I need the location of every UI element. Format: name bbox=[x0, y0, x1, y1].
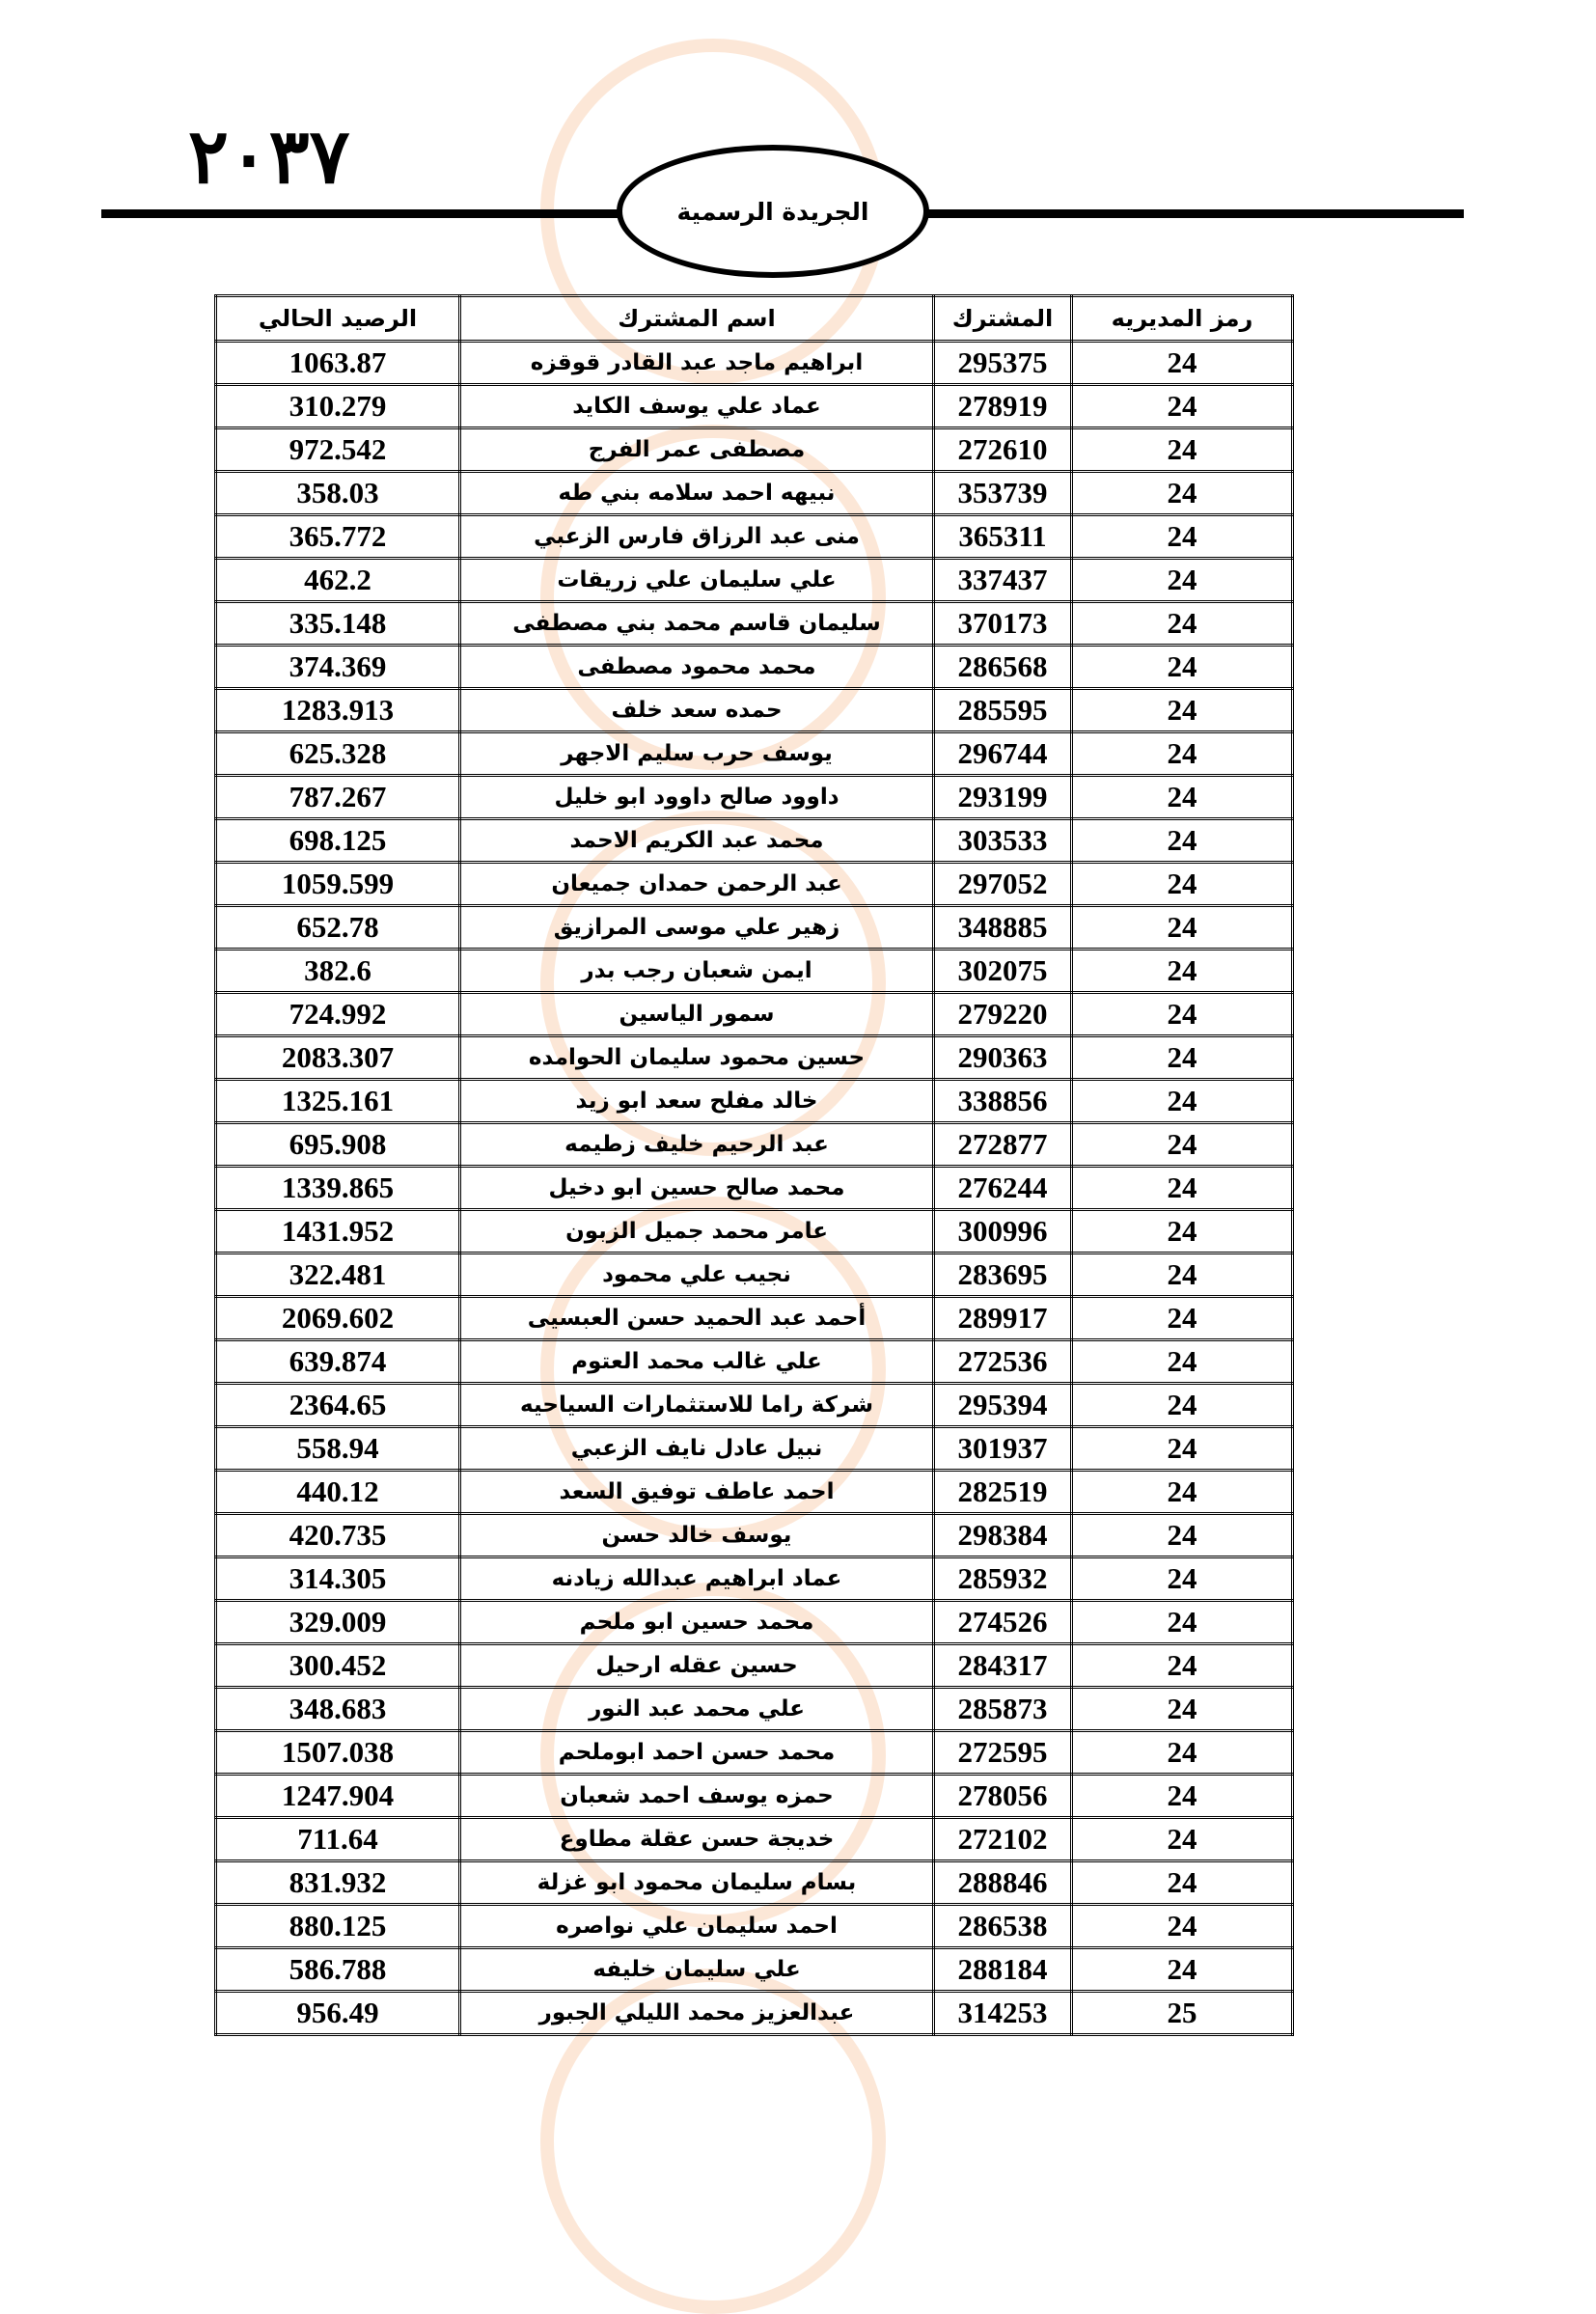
cell-directorate-code: 24 bbox=[1072, 1297, 1293, 1340]
table-row bbox=[216, 1644, 1293, 1688]
cell-directorate-code: 24 bbox=[1072, 1688, 1293, 1731]
table-row bbox=[216, 1297, 1293, 1340]
cell-directorate-code: 24 bbox=[1072, 1948, 1293, 1992]
cell-directorate-code: 24 bbox=[1072, 1253, 1293, 1297]
cell-directorate-code: 24 bbox=[1072, 646, 1293, 689]
table-row bbox=[216, 1948, 1293, 1992]
cell-subscriber-id: 300996 bbox=[934, 1210, 1072, 1253]
cell-subscriber-id: 301937 bbox=[934, 1427, 1072, 1471]
cell-subscriber-name: عبدالعزيز محمد الليلي الجبور bbox=[460, 1992, 934, 2035]
table-row bbox=[216, 1905, 1293, 1948]
cell-directorate-code: 24 bbox=[1072, 342, 1293, 385]
cell-current-balance: 382.6 bbox=[216, 950, 460, 993]
cell-subscriber-id: 274526 bbox=[934, 1601, 1072, 1644]
table-row bbox=[216, 1731, 1293, 1775]
cell-directorate-code: 24 bbox=[1072, 1471, 1293, 1514]
table-row bbox=[216, 1601, 1293, 1644]
table-row bbox=[216, 1253, 1293, 1297]
cell-subscriber-id: 285873 bbox=[934, 1688, 1072, 1731]
cell-subscriber-name: شركة راما للاستثمارات السياحيه bbox=[460, 1384, 934, 1427]
table-header-row bbox=[216, 296, 1293, 342]
cell-directorate-code: 24 bbox=[1072, 602, 1293, 646]
cell-directorate-code: 24 bbox=[1072, 1557, 1293, 1601]
cell-subscriber-id: 348885 bbox=[934, 906, 1072, 950]
cell-subscriber-name: سليمان قاسم محمد بني مصطفى bbox=[460, 602, 934, 646]
cell-directorate-code: 24 bbox=[1072, 1601, 1293, 1644]
table-row bbox=[216, 1036, 1293, 1080]
table-row bbox=[216, 1340, 1293, 1384]
cell-subscriber-name: محمد صالح حسين ابو دخيل bbox=[460, 1167, 934, 1210]
cell-current-balance: 300.452 bbox=[216, 1644, 460, 1688]
cell-directorate-code: 24 bbox=[1072, 472, 1293, 515]
cell-subscriber-name: خالد مفلح سعد ابو زيد bbox=[460, 1080, 934, 1123]
cell-current-balance: 365.772 bbox=[216, 515, 460, 559]
cell-current-balance: 724.992 bbox=[216, 993, 460, 1036]
table-row bbox=[216, 906, 1293, 950]
cell-directorate-code: 24 bbox=[1072, 1340, 1293, 1384]
cell-subscriber-name: ابراهيم ماجد عبد القادر قوقزه bbox=[460, 342, 934, 385]
table-row bbox=[216, 602, 1293, 646]
cell-subscriber-id: 282519 bbox=[934, 1471, 1072, 1514]
cell-directorate-code: 24 bbox=[1072, 1036, 1293, 1080]
cell-subscriber-id: 296744 bbox=[934, 732, 1072, 776]
cell-subscriber-name: خديجة حسن عقلة مطاوع bbox=[460, 1818, 934, 1861]
cell-subscriber-name: عماد علي يوسف الكايد bbox=[460, 385, 934, 428]
cell-directorate-code: 24 bbox=[1072, 559, 1293, 602]
cell-subscriber-id: 337437 bbox=[934, 559, 1072, 602]
cell-current-balance: 420.735 bbox=[216, 1514, 460, 1557]
cell-subscriber-id: 285932 bbox=[934, 1557, 1072, 1601]
cell-directorate-code: 24 bbox=[1072, 1905, 1293, 1948]
cell-directorate-code: 24 bbox=[1072, 993, 1293, 1036]
table-row bbox=[216, 1080, 1293, 1123]
col-directorate-code: رمز المديريه bbox=[1072, 296, 1293, 342]
table-row bbox=[216, 385, 1293, 428]
cell-current-balance: 374.369 bbox=[216, 646, 460, 689]
cell-directorate-code: 24 bbox=[1072, 1514, 1293, 1557]
cell-directorate-code: 24 bbox=[1072, 1644, 1293, 1688]
cell-directorate-code: 24 bbox=[1072, 515, 1293, 559]
cell-subscriber-name: داوود صالح داوود ابو خليل bbox=[460, 776, 934, 819]
cell-current-balance: 558.94 bbox=[216, 1427, 460, 1471]
table-row bbox=[216, 1123, 1293, 1167]
cell-current-balance: 348.683 bbox=[216, 1688, 460, 1731]
cell-subscriber-id: 295375 bbox=[934, 342, 1072, 385]
cell-subscriber-id: 297052 bbox=[934, 863, 1072, 906]
table-row bbox=[216, 559, 1293, 602]
table-row bbox=[216, 1514, 1293, 1557]
page-number: ٢٠٣٧ bbox=[188, 115, 350, 199]
cell-subscriber-id: 288846 bbox=[934, 1861, 1072, 1905]
cell-current-balance: 1283.913 bbox=[216, 689, 460, 732]
cell-current-balance: 2069.602 bbox=[216, 1297, 460, 1340]
cell-current-balance: 1325.161 bbox=[216, 1080, 460, 1123]
cell-current-balance: 787.267 bbox=[216, 776, 460, 819]
table-row bbox=[216, 993, 1293, 1036]
cell-subscriber-name: حمزه يوسف احمد شعبان bbox=[460, 1775, 934, 1818]
cell-subscriber-name: احمد سليمان علي نواصره bbox=[460, 1905, 934, 1948]
table-row bbox=[216, 950, 1293, 993]
gazette-seal bbox=[617, 145, 929, 278]
cell-subscriber-id: 314253 bbox=[934, 1992, 1072, 2035]
cell-subscriber-name: علي سليمان علي زريقات bbox=[460, 559, 934, 602]
cell-directorate-code: 24 bbox=[1072, 950, 1293, 993]
cell-subscriber-name: نبيهه احمد سلامه بني طه bbox=[460, 472, 934, 515]
cell-directorate-code: 24 bbox=[1072, 776, 1293, 819]
cell-subscriber-name: حسين عقله ارحيل bbox=[460, 1644, 934, 1688]
cell-current-balance: 314.305 bbox=[216, 1557, 460, 1601]
cell-current-balance: 586.788 bbox=[216, 1948, 460, 1992]
cell-directorate-code: 24 bbox=[1072, 732, 1293, 776]
cell-subscriber-id: 290363 bbox=[934, 1036, 1072, 1080]
cell-current-balance: 1431.952 bbox=[216, 1210, 460, 1253]
cell-current-balance: 972.542 bbox=[216, 428, 460, 472]
table-row bbox=[216, 1818, 1293, 1861]
cell-subscriber-id: 298384 bbox=[934, 1514, 1072, 1557]
cell-subscriber-name: ايمن شعبان رجب بدر bbox=[460, 950, 934, 993]
table-row bbox=[216, 1557, 1293, 1601]
cell-directorate-code: 24 bbox=[1072, 1818, 1293, 1861]
cell-directorate-code: 24 bbox=[1072, 1080, 1293, 1123]
table-row bbox=[216, 1775, 1293, 1818]
cell-current-balance: 695.908 bbox=[216, 1123, 460, 1167]
cell-subscriber-id: 272536 bbox=[934, 1340, 1072, 1384]
cell-subscriber-id: 338856 bbox=[934, 1080, 1072, 1123]
cell-subscriber-name: نبيل عادل نايف الزعبي bbox=[460, 1427, 934, 1471]
cell-subscriber-name: علي محمد عبد النور bbox=[460, 1688, 934, 1731]
cell-current-balance: 711.64 bbox=[216, 1818, 460, 1861]
cell-subscriber-id: 279220 bbox=[934, 993, 1072, 1036]
cell-current-balance: 956.49 bbox=[216, 1992, 460, 2035]
cell-directorate-code: 24 bbox=[1072, 1123, 1293, 1167]
cell-subscriber-name: علي سليمان خليفه bbox=[460, 1948, 934, 1992]
cell-subscriber-id: 295394 bbox=[934, 1384, 1072, 1427]
cell-directorate-code: 24 bbox=[1072, 906, 1293, 950]
cell-current-balance: 358.03 bbox=[216, 472, 460, 515]
cell-subscriber-id: 286538 bbox=[934, 1905, 1072, 1948]
col-subscriber: المشترك bbox=[934, 296, 1072, 342]
subscribers-table bbox=[214, 294, 1294, 2036]
table-row bbox=[216, 819, 1293, 863]
cell-directorate-code: 24 bbox=[1072, 1427, 1293, 1471]
cell-directorate-code: 24 bbox=[1072, 1861, 1293, 1905]
cell-current-balance: 1059.599 bbox=[216, 863, 460, 906]
cell-subscriber-name: أحمد عبد الحميد حسن العبسيى bbox=[460, 1297, 934, 1340]
cell-current-balance: 1507.038 bbox=[216, 1731, 460, 1775]
cell-current-balance: 831.932 bbox=[216, 1861, 460, 1905]
cell-subscriber-name: محمد محمود مصطفى bbox=[460, 646, 934, 689]
cell-current-balance: 1339.865 bbox=[216, 1167, 460, 1210]
cell-subscriber-id: 365311 bbox=[934, 515, 1072, 559]
cell-directorate-code: 24 bbox=[1072, 1775, 1293, 1818]
cell-current-balance: 322.481 bbox=[216, 1253, 460, 1297]
table-row bbox=[216, 689, 1293, 732]
table-row bbox=[216, 472, 1293, 515]
cell-subscriber-name: يوسف خالد حسن bbox=[460, 1514, 934, 1557]
table-row bbox=[216, 428, 1293, 472]
cell-directorate-code: 24 bbox=[1072, 428, 1293, 472]
cell-directorate-code: 24 bbox=[1072, 1384, 1293, 1427]
cell-subscriber-id: 293199 bbox=[934, 776, 1072, 819]
cell-subscriber-name: بسام سليمان محمود ابو غزلة bbox=[460, 1861, 934, 1905]
cell-subscriber-id: 286568 bbox=[934, 646, 1072, 689]
table-row bbox=[216, 776, 1293, 819]
cell-subscriber-name: حمده سعد خلف bbox=[460, 689, 934, 732]
cell-current-balance: 639.874 bbox=[216, 1340, 460, 1384]
cell-subscriber-id: 278056 bbox=[934, 1775, 1072, 1818]
cell-subscriber-id: 272610 bbox=[934, 428, 1072, 472]
cell-directorate-code: 24 bbox=[1072, 385, 1293, 428]
cell-subscriber-id: 272595 bbox=[934, 1731, 1072, 1775]
cell-subscriber-id: 370173 bbox=[934, 602, 1072, 646]
cell-subscriber-name: سمور الياسين bbox=[460, 993, 934, 1036]
cell-subscriber-id: 272877 bbox=[934, 1123, 1072, 1167]
cell-subscriber-id: 353739 bbox=[934, 472, 1072, 515]
cell-subscriber-id: 278919 bbox=[934, 385, 1072, 428]
cell-subscriber-name: عماد ابراهيم عبدالله زيادنه bbox=[460, 1557, 934, 1601]
cell-current-balance: 1063.87 bbox=[216, 342, 460, 385]
cell-subscriber-id: 276244 bbox=[934, 1167, 1072, 1210]
cell-subscriber-id: 284317 bbox=[934, 1644, 1072, 1688]
cell-current-balance: 329.009 bbox=[216, 1601, 460, 1644]
cell-subscriber-name: زهير علي موسى المرازيق bbox=[460, 906, 934, 950]
cell-subscriber-id: 302075 bbox=[934, 950, 1072, 993]
cell-current-balance: 310.279 bbox=[216, 385, 460, 428]
cell-subscriber-name: نجيب علي محمود bbox=[460, 1253, 934, 1297]
table-row bbox=[216, 1427, 1293, 1471]
cell-subscriber-name: يوسف حرب سليم الاجهر bbox=[460, 732, 934, 776]
cell-subscriber-name: علي غالب محمد العتوم bbox=[460, 1340, 934, 1384]
cell-subscriber-id: 303533 bbox=[934, 819, 1072, 863]
cell-directorate-code: 24 bbox=[1072, 1167, 1293, 1210]
table-row bbox=[216, 515, 1293, 559]
cell-subscriber-id: 289917 bbox=[934, 1297, 1072, 1340]
table-row bbox=[216, 1167, 1293, 1210]
cell-current-balance: 880.125 bbox=[216, 1905, 460, 1948]
cell-subscriber-name: عبد الرحمن حمدان جميعان bbox=[460, 863, 934, 906]
cell-current-balance: 335.148 bbox=[216, 602, 460, 646]
cell-current-balance: 2083.307 bbox=[216, 1036, 460, 1080]
table-row bbox=[216, 342, 1293, 385]
table-row bbox=[216, 863, 1293, 906]
table-row bbox=[216, 1861, 1293, 1905]
cell-directorate-code: 24 bbox=[1072, 1210, 1293, 1253]
cell-subscriber-id: 285595 bbox=[934, 689, 1072, 732]
cell-subscriber-name: عامر محمد جميل الزبون bbox=[460, 1210, 934, 1253]
table-row bbox=[216, 646, 1293, 689]
table-row bbox=[216, 1384, 1293, 1427]
cell-current-balance: 652.78 bbox=[216, 906, 460, 950]
col-subscriber-name: اسم المشترك bbox=[460, 296, 934, 342]
cell-subscriber-name: عبد الرحيم خليف زطيمه bbox=[460, 1123, 934, 1167]
cell-subscriber-name: محمد حسن احمد ابوملحم bbox=[460, 1731, 934, 1775]
table-row bbox=[216, 1210, 1293, 1253]
cell-current-balance: 2364.65 bbox=[216, 1384, 460, 1427]
cell-current-balance: 462.2 bbox=[216, 559, 460, 602]
cell-directorate-code: 24 bbox=[1072, 863, 1293, 906]
cell-subscriber-name: مصطفى عمر الفرج bbox=[460, 428, 934, 472]
cell-subscriber-name: محمد عبد الكريم الاحمد bbox=[460, 819, 934, 863]
table-row bbox=[216, 1992, 1293, 2035]
cell-current-balance: 440.12 bbox=[216, 1471, 460, 1514]
cell-subscriber-name: احمد عاطف توفيق السعد bbox=[460, 1471, 934, 1514]
cell-subscriber-id: 272102 bbox=[934, 1818, 1072, 1861]
cell-directorate-code: 24 bbox=[1072, 819, 1293, 863]
cell-directorate-code: 24 bbox=[1072, 689, 1293, 732]
cell-directorate-code: 25 bbox=[1072, 1992, 1293, 2035]
table-row bbox=[216, 732, 1293, 776]
gazette-title: الجريدة الرسمية bbox=[676, 197, 869, 226]
cell-subscriber-id: 283695 bbox=[934, 1253, 1072, 1297]
table-row bbox=[216, 1688, 1293, 1731]
cell-current-balance: 625.328 bbox=[216, 732, 460, 776]
cell-subscriber-name: محمد حسين ابو ملحم bbox=[460, 1601, 934, 1644]
cell-current-balance: 698.125 bbox=[216, 819, 460, 863]
col-current-balance: الرصيد الحالي bbox=[216, 296, 460, 342]
table-row bbox=[216, 1471, 1293, 1514]
cell-subscriber-id: 288184 bbox=[934, 1948, 1072, 1992]
cell-directorate-code: 24 bbox=[1072, 1731, 1293, 1775]
cell-current-balance: 1247.904 bbox=[216, 1775, 460, 1818]
cell-subscriber-name: حسين محمود سليمان الحوامده bbox=[460, 1036, 934, 1080]
cell-subscriber-name: منى عبد الرزاق فارس الزعبي bbox=[460, 515, 934, 559]
